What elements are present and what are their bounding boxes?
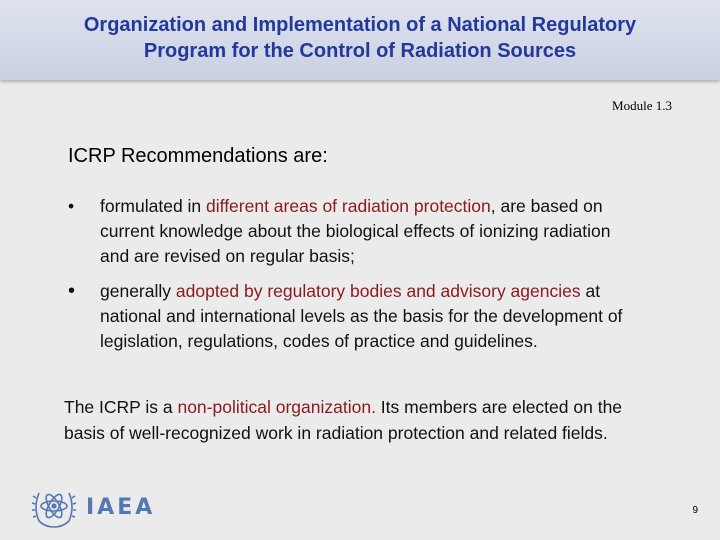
icrp-paragraph: [64, 395, 634, 446]
slide-header: [0, 0, 720, 80]
highlighted-text: adopted by regulatory bodies and advisory agencies: [175, 281, 581, 301]
bullet-text: [100, 194, 638, 269]
text-segment: at national and international levels as the basis for the development of legislation, regulations, codes of practice and guidelines.: [100, 281, 623, 351]
bullet-marker: •: [68, 196, 75, 216]
text-segment: Its members are elected on the basis of well-recognized work in radiation protection and related fields.: [64, 397, 623, 443]
text-segment: , are based on current knowledge about the biological effects of ionizing radiation and are revised on regular basis;: [100, 196, 611, 266]
module-label: Module 1.3: [612, 98, 672, 113]
logo-text: IAEA: [86, 494, 156, 520]
list-item: [68, 194, 638, 269]
text-segment: The ICRP is a: [64, 397, 178, 417]
title-line-2: Program for the Control of Radiation Sources: [143, 40, 577, 62]
page-number: 9: [692, 505, 698, 516]
bullet-marker: •: [68, 280, 76, 302]
highlighted-text: non-political organization.: [177, 397, 376, 417]
list-item: [68, 279, 638, 354]
title-line-1: Organization and Implementation of a National Regulatory: [83, 14, 637, 36]
recommendation-list: [68, 194, 638, 354]
text-segment: formulated in: [100, 196, 207, 216]
bullet-text: [100, 279, 638, 354]
iaea-logo: [30, 484, 200, 530]
slide-title: [0, 12, 720, 64]
highlighted-text: different areas of radiation protection: [206, 196, 491, 216]
iaea-emblem-icon: [30, 484, 78, 530]
section-heading: ICRP Recommendations are:: [68, 145, 328, 167]
text-segment: generally: [100, 281, 176, 301]
